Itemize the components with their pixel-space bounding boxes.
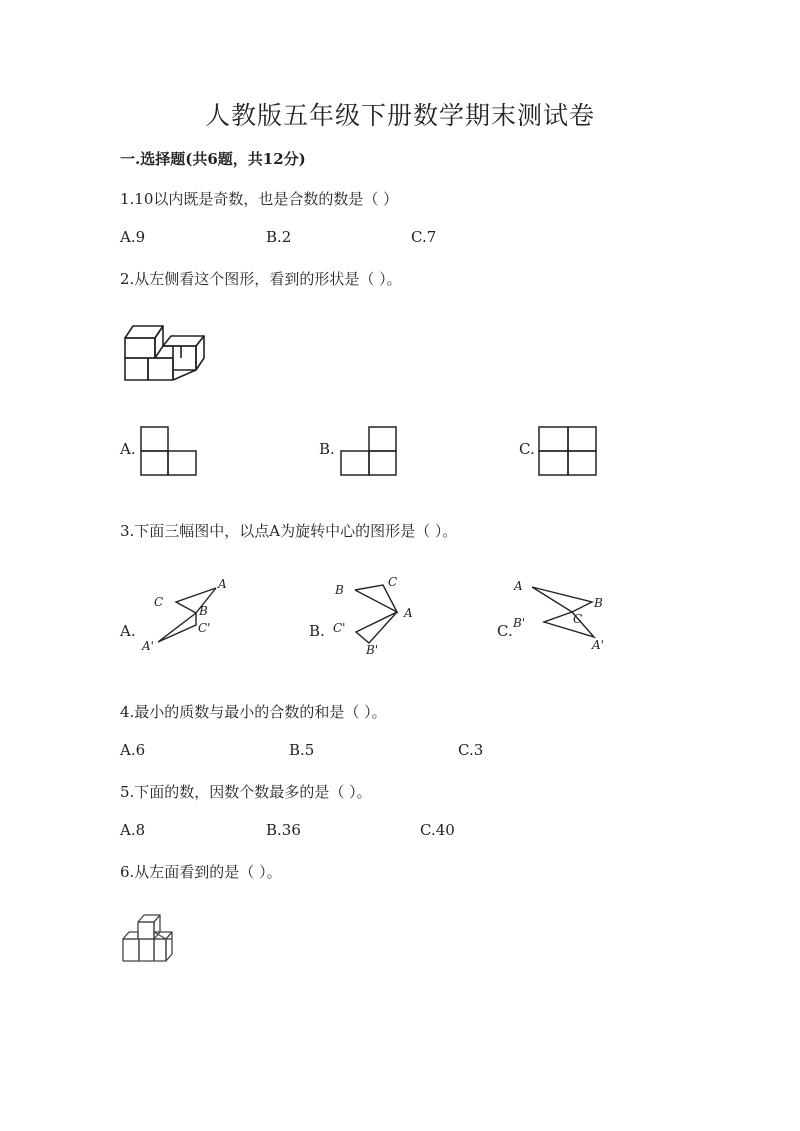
question-3-text: 3.下面三幅图中，以点A为旋转中心的图形是（ ）。 [120, 522, 458, 540]
fig-a-label-a: A [218, 577, 227, 591]
question-6-cube-figure [118, 912, 178, 967]
fig-c-label-c: C [573, 612, 583, 626]
question-2-option-b-shape[interactable] [340, 426, 398, 476]
question-3-option-c[interactable]: C. [497, 622, 513, 640]
question-2-option-c-shape[interactable] [538, 426, 598, 476]
question-1-text: 1.10以内既是奇数，也是合数的数是（ ） [120, 190, 399, 208]
page-title: 人教版五年级下册数学期末测试卷 [204, 101, 595, 130]
question-5-text: 5.下面的数，因数个数最多的是（ ）。 [120, 783, 372, 801]
question-5-option-b[interactable]: B.36 [266, 821, 301, 839]
fig-c-label-b: B [594, 596, 603, 610]
question-5-option-a[interactable]: A.8 [120, 821, 146, 839]
question-3-figure-b[interactable] [326, 570, 426, 655]
question-2-option-a-shape[interactable] [140, 426, 198, 476]
section-heading: 一.选择题(共6题，共12分) [120, 150, 306, 168]
fig-c-label-a: A [514, 579, 523, 593]
fig-a-label-c: C [154, 595, 164, 609]
question-1-option-a[interactable]: A.9 [120, 228, 146, 246]
question-4-option-c[interactable]: C.3 [458, 741, 484, 759]
question-6-text: 6.从左面看到的是（ ）。 [120, 863, 282, 881]
question-2-text: 2.从左侧看这个图形，看到的形状是（ ）。 [120, 270, 402, 288]
question-2-option-c[interactable]: C. [519, 440, 535, 458]
question-5-option-c[interactable]: C.40 [420, 821, 455, 839]
fig-a-label-b: B [199, 604, 208, 618]
fig-c-label-a-prime: A' [592, 638, 604, 652]
fig-b-label-c: C [388, 575, 398, 589]
fig-a-label-c-prime: C' [198, 621, 211, 635]
question-2-option-b[interactable]: B. [319, 440, 335, 458]
question-4-option-a[interactable]: A.6 [120, 741, 146, 759]
question-2-option-a[interactable]: A. [120, 440, 136, 458]
question-3-option-a[interactable]: A. [120, 622, 136, 640]
fig-b-label-a: A [404, 606, 413, 620]
question-4-text: 4.最小的质数与最小的合数的和是（ ）。 [120, 703, 387, 721]
fig-b-label-c-prime: C' [333, 621, 346, 635]
question-2-cube-figure [118, 318, 213, 386]
question-4-option-b[interactable]: B.5 [289, 741, 315, 759]
question-3-option-b[interactable]: B. [309, 622, 325, 640]
question-1-option-c[interactable]: C.7 [411, 228, 437, 246]
fig-a-label-a-prime: A' [142, 639, 154, 653]
fig-b-label-b-prime: B' [366, 643, 379, 657]
question-3-figure-c[interactable] [512, 570, 612, 652]
fig-b-label-b: B [335, 583, 344, 597]
fig-c-label-b-prime: B' [513, 616, 526, 630]
question-3-figure-a[interactable] [138, 570, 238, 652]
question-1-option-b[interactable]: B.2 [266, 228, 292, 246]
